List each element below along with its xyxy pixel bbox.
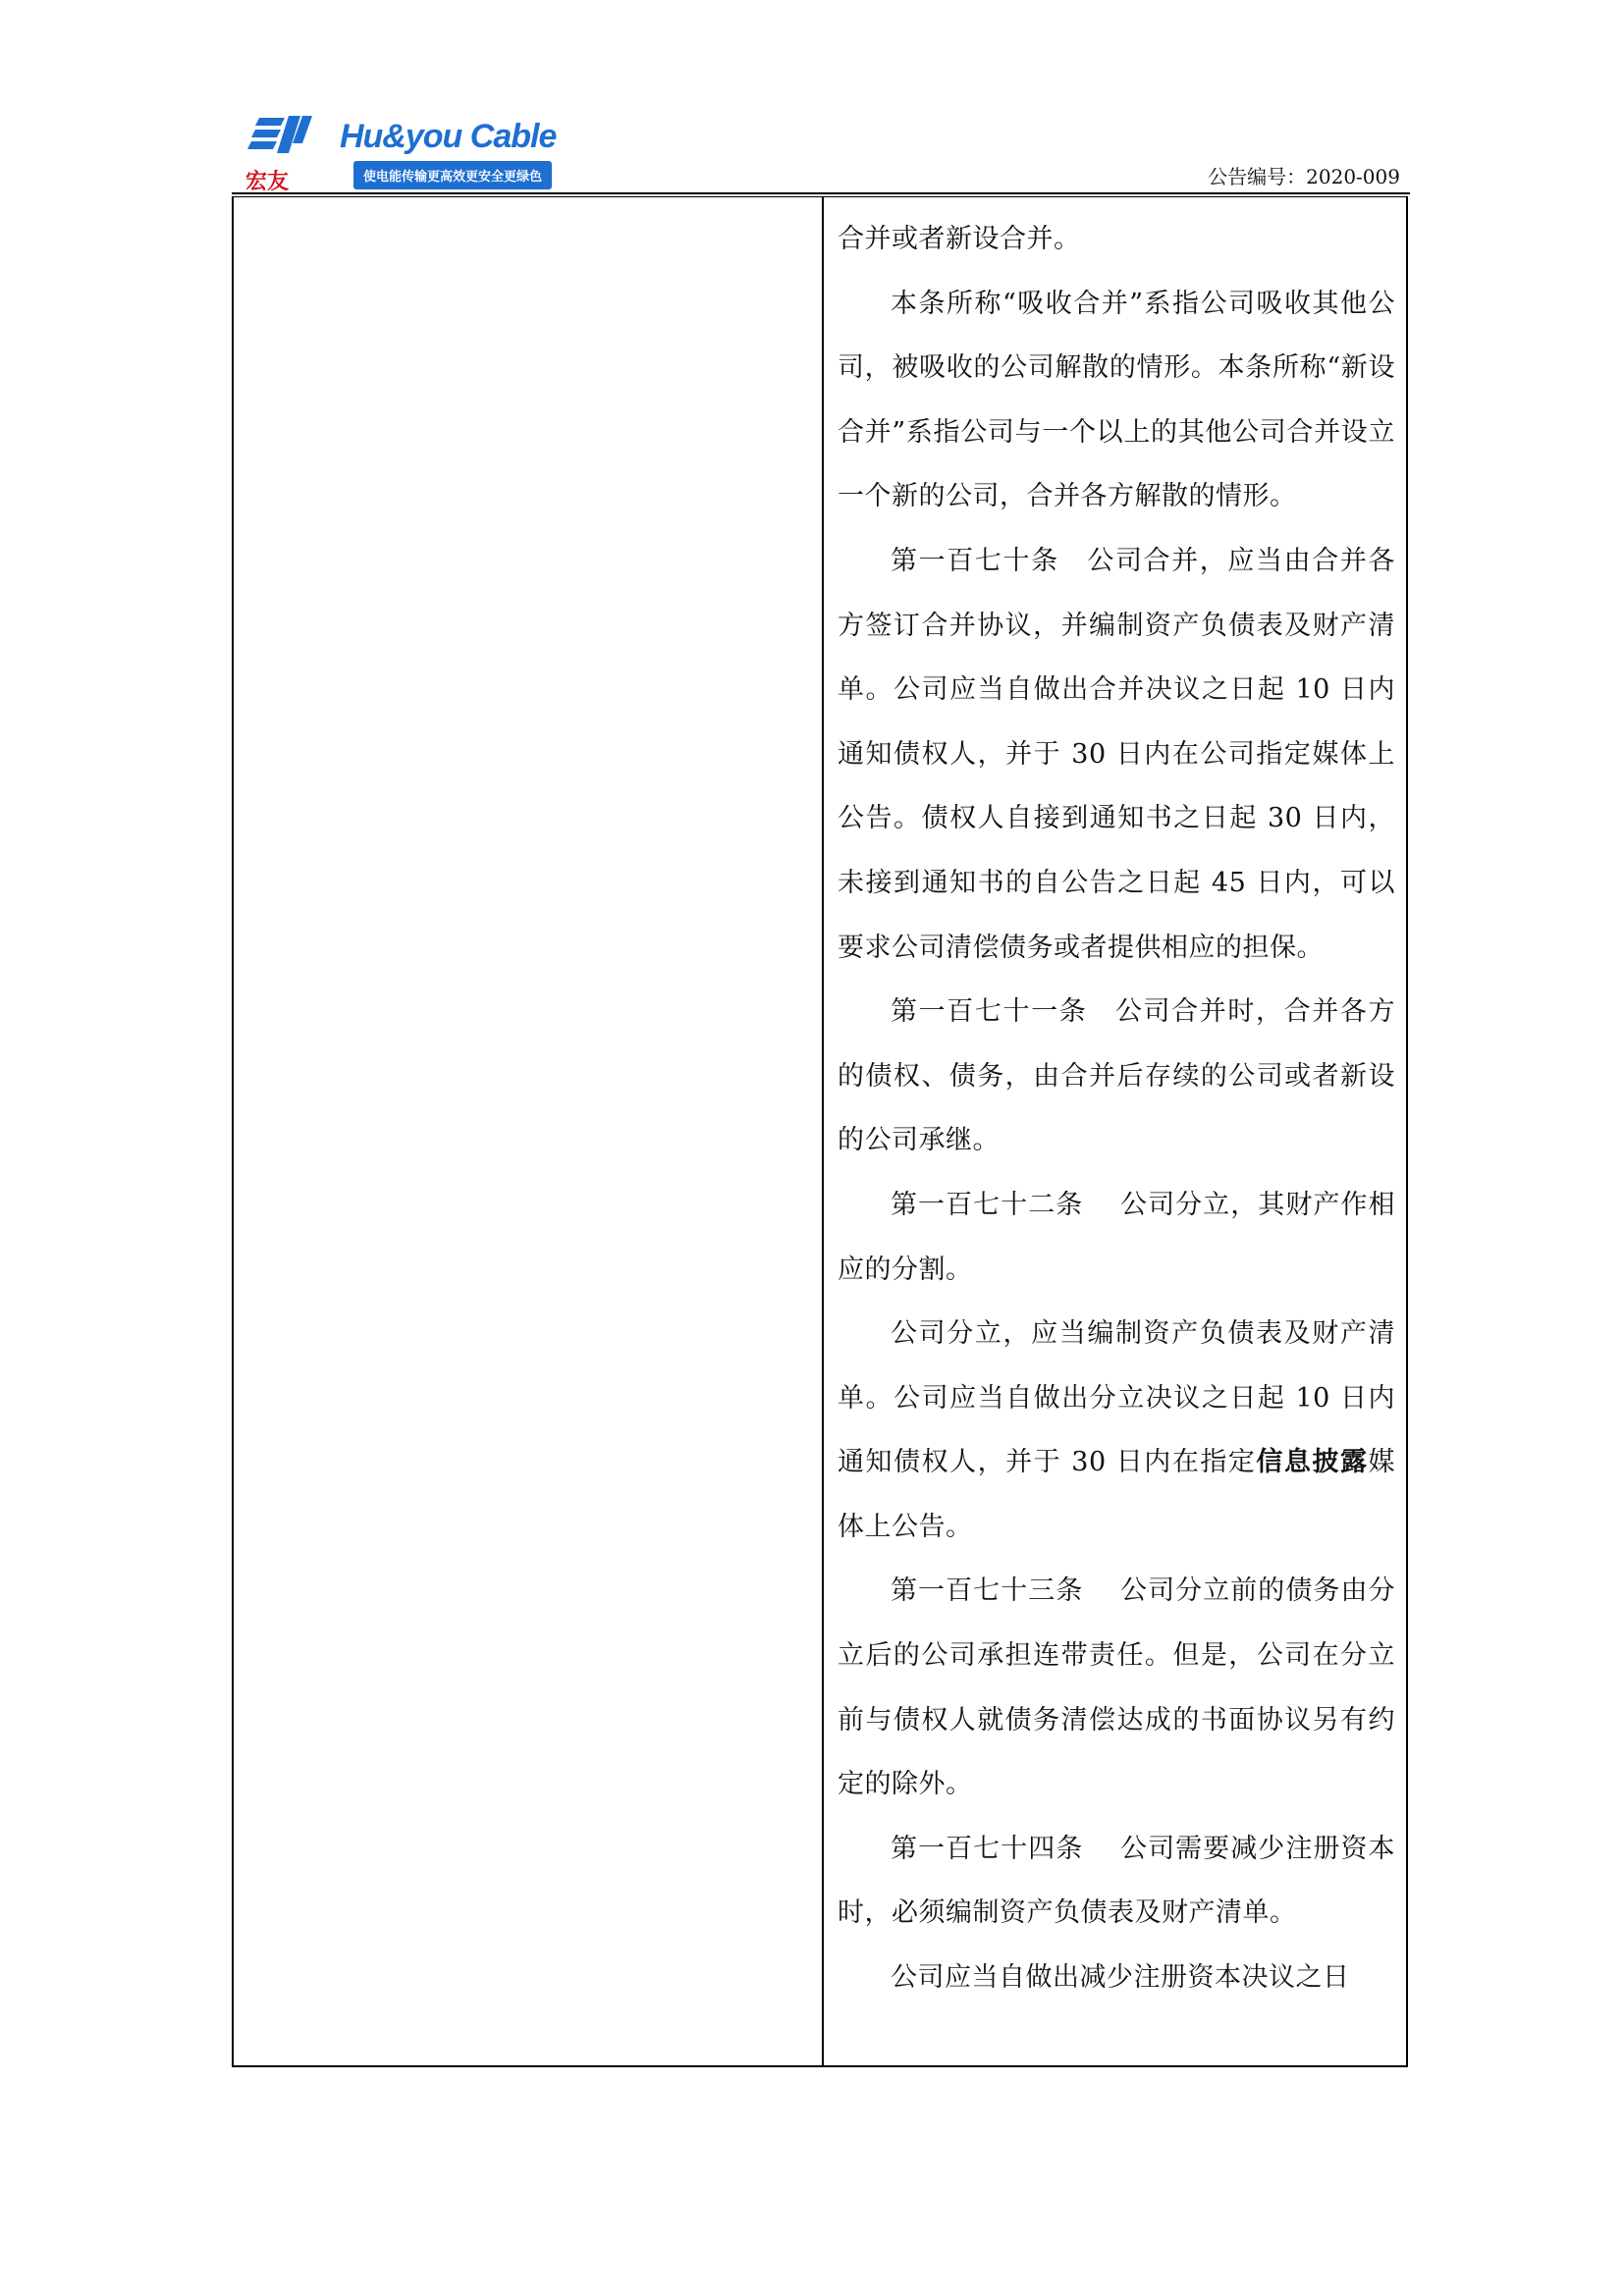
paragraph-article-172: 第一百七十二条 公司分立，其财产作相应的分割。	[838, 1189, 1395, 1285]
paragraph-article-173: 第一百七十三条 公司分立前的债务由分立后的公司承担连带责任。但是，公司在分立前与债权人就债务清偿达成的书面协议另有约定的除外。	[838, 1575, 1395, 1800]
left-column-cell	[234, 197, 822, 2065]
division-text-start: 公司分立，应当编制资产负债表及财产清单。公司应当自做出分立决议之日起 10 日内通知债权人，并于 30 日内在指定	[838, 1318, 1395, 1478]
paragraph-capital-reduction: 公司应当自做出减少注册资本决议之日	[891, 1962, 1350, 1994]
company-logo	[245, 114, 560, 194]
paragraph-division-procedure	[838, 1302, 1395, 1559]
announcement-number: 公告编号：2020-009	[1208, 165, 1400, 188]
right-column-cell	[824, 197, 1408, 2065]
paragraph-article-171: 第一百七十一条 公司合并时，合并各方的债权、债务，由合并后存续的公司或者新设的公司承继。	[838, 996, 1395, 1156]
logo-chinese-name: 宏友	[245, 170, 290, 194]
page-header	[232, 108, 1410, 196]
comparison-table	[232, 196, 1408, 2067]
right-column-text	[838, 207, 1395, 2010]
division-text-end: 媒体上公告。	[838, 1447, 1396, 1542]
paragraph-article-170: 第一百七十条 公司合并，应当由合并各方签订合并协议，并编制资产负债表及财产清单。公司应当自做出合并决议之日起 10 日内通知债权人，并于 30 日内在公司指定媒体上公告。债权人自接到通知书之日起 30 日内，未接到通知书的自公告之日起 45 日内，可以要求公司清偿债务或者提供相应的担保。	[838, 545, 1395, 963]
logo-brand-text: Hu&you Cable	[340, 118, 557, 155]
header-rule	[232, 192, 1410, 194]
paragraph-merger-types: 合并或者新设合并。	[838, 224, 1081, 254]
logo-slogan: 使电能传输更高效更安全更绿色	[353, 161, 552, 189]
division-text-emphasis: 信息披露	[1256, 1447, 1369, 1478]
paragraph-merger-definition: 本条所称“吸收合并”系指公司吸收其他公司，被吸收的公司解散的情形。本条所称“新设合并”系指公司与一个以上的其他公司合并设立一个新的公司，合并各方解散的情形。	[838, 288, 1395, 512]
paragraph-article-174: 第一百七十四条 公司需要减少注册资本时，必须编制资产负债表及财产清单。	[838, 1833, 1395, 1929]
